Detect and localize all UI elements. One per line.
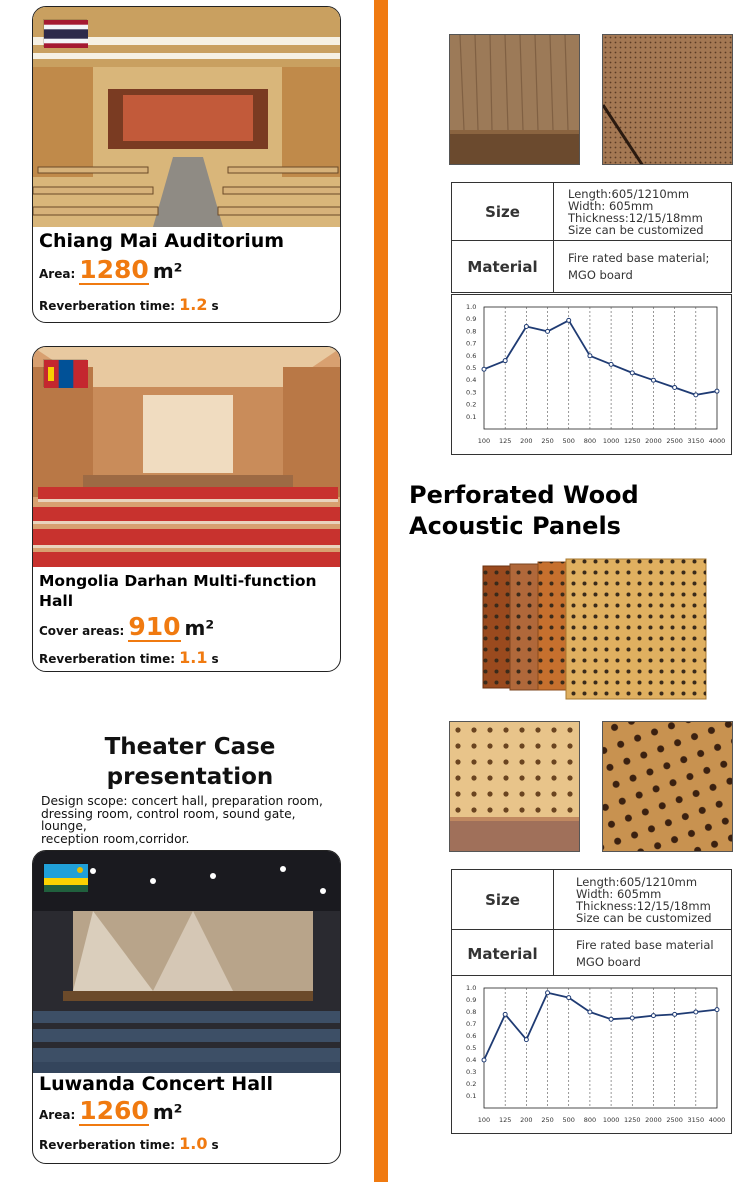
case-card-luwanda <box>32 850 341 1164</box>
data-point <box>567 996 571 1000</box>
x-tick-label: 4000 <box>708 1116 726 1124</box>
material-line: Fire rated base material; <box>568 250 710 265</box>
material-values <box>554 930 732 979</box>
x-tick-label: 800 <box>583 1116 597 1124</box>
data-point <box>588 1010 592 1014</box>
scope-line: dressing room, control room, sound gate, lounge, <box>41 806 296 833</box>
size-values <box>554 183 732 241</box>
area-line <box>33 1095 340 1126</box>
data-point <box>630 1016 634 1020</box>
x-tick-label: 4000 <box>708 437 726 445</box>
data-point <box>482 367 486 371</box>
theater-title-line2: presentation <box>106 764 274 790</box>
reverb-label: Reverberation time: <box>39 298 176 313</box>
y-tick-label: 0.4 <box>466 376 477 385</box>
data-point <box>651 1014 655 1018</box>
absorption-chart-svg <box>452 976 731 1133</box>
reverb-value: 1.0 <box>179 1133 208 1153</box>
data-point <box>630 371 634 375</box>
area-label: Area: <box>39 1107 76 1122</box>
reverb-line <box>33 648 340 667</box>
perforated-edge-swatch <box>449 721 580 852</box>
spec-table <box>451 869 732 979</box>
material-label: Material <box>452 241 554 293</box>
concert-hall-photo <box>33 851 340 1073</box>
x-tick-label: 500 <box>562 1116 575 1124</box>
material-values <box>554 241 732 293</box>
case-card-chiang-mai <box>32 6 341 323</box>
area-label: Area: <box>39 266 76 281</box>
area-value: 1260 <box>79 1095 149 1125</box>
data-point <box>503 1012 507 1016</box>
data-point <box>546 329 550 333</box>
reverb-line <box>33 1134 340 1153</box>
size-line: Size can be customized <box>576 910 712 925</box>
theater-title-line1: Theater Case <box>104 734 276 760</box>
x-tick-label: 100 <box>477 1116 491 1124</box>
x-tick-label: 250 <box>541 1116 554 1124</box>
perforated-panels-image <box>480 556 710 702</box>
reverb-unit: s <box>211 1137 219 1152</box>
material-line: MGO board <box>568 267 633 282</box>
y-tick-label: 1.0 <box>466 984 477 992</box>
y-tick-label: 0.9 <box>466 315 477 324</box>
size-label: Size <box>452 870 554 930</box>
mongolia-flag <box>43 359 87 387</box>
y-tick-label: 0.7 <box>466 1020 477 1028</box>
reverb-label: Reverberation time: <box>39 1137 176 1152</box>
y-tick-label: 0.6 <box>466 1032 477 1040</box>
theater-title <box>40 732 340 792</box>
area-unit: m² <box>152 258 183 283</box>
x-tick-label: 200 <box>520 437 533 445</box>
x-tick-label: 2000 <box>645 437 662 445</box>
product-title <box>409 480 639 542</box>
case-title: Luwanda Concert Hall <box>39 1073 274 1095</box>
data-point <box>524 325 528 329</box>
reverb-value: 1.1 <box>179 648 208 667</box>
reverb-line <box>33 295 340 314</box>
hall-photo <box>33 347 340 567</box>
absorption-chart <box>451 294 732 455</box>
plot-frame <box>484 307 717 429</box>
y-tick-label: 0.5 <box>466 1044 477 1052</box>
area-label: Cover areas: <box>39 624 125 638</box>
y-tick-label: 0.1 <box>466 1092 477 1100</box>
auditorium-photo <box>33 7 340 227</box>
y-tick-label: 0.9 <box>466 996 477 1004</box>
x-tick-label: 2500 <box>666 1116 683 1124</box>
y-tick-label: 0.3 <box>466 388 477 397</box>
absorption-chart <box>451 975 732 1134</box>
case-card-mongolia <box>32 346 341 672</box>
product-title-line2: Acoustic Panels <box>409 512 621 540</box>
product-title-line1: Perforated Wood <box>409 481 639 509</box>
absorption-series-line <box>484 320 717 394</box>
orange-divider <box>374 0 388 1182</box>
size-line: Width: 605mm <box>576 886 662 901</box>
perforated-closeup-swatch <box>602 721 733 852</box>
data-point <box>503 359 507 363</box>
size-line: Thickness:12/15/18mm <box>568 210 703 225</box>
area-value: 1280 <box>79 254 149 284</box>
x-tick-label: 3150 <box>687 437 705 445</box>
micro-perforated-swatch <box>602 34 733 165</box>
y-tick-label: 0.3 <box>466 1068 477 1076</box>
data-point <box>673 386 677 390</box>
area-value: 910 <box>128 612 181 641</box>
size-values <box>554 870 732 930</box>
design-scope <box>41 795 341 845</box>
scope-line: reception room,corridor. <box>41 831 190 846</box>
data-point <box>524 1038 528 1042</box>
absorption-series-line <box>484 993 717 1060</box>
area-unit: m² <box>184 616 215 640</box>
y-tick-label: 0.1 <box>466 412 477 421</box>
area-unit: m² <box>152 1099 183 1124</box>
reverb-value: 1.2 <box>179 294 208 314</box>
data-point <box>673 1012 677 1016</box>
y-tick-label: 0.2 <box>466 1080 477 1088</box>
reverb-label: Reverberation time: <box>39 652 176 666</box>
plot-frame <box>484 988 717 1108</box>
size-line: Length:605/1210mm <box>568 186 690 201</box>
data-point <box>482 1058 486 1062</box>
thailand-flag <box>43 19 87 47</box>
area-line <box>33 254 340 285</box>
x-tick-label: 2500 <box>666 437 683 445</box>
x-tick-label: 125 <box>498 1116 512 1124</box>
scope-line: Design scope: concert hall, preparation room, <box>41 794 323 808</box>
x-tick-label: 200 <box>520 1116 533 1124</box>
y-tick-label: 0.2 <box>466 400 477 409</box>
material-line: MGO board <box>576 955 641 969</box>
reverb-unit: s <box>211 652 219 666</box>
material-line: Fire rated base material <box>576 938 714 952</box>
data-point <box>694 393 698 397</box>
x-tick-label: 1250 <box>623 437 641 445</box>
data-point <box>651 378 655 382</box>
data-point <box>609 362 613 366</box>
data-point <box>588 354 592 358</box>
material-label: Material <box>452 930 554 979</box>
size-line: Width: 605mm <box>568 198 654 213</box>
x-tick-label: 250 <box>541 437 554 445</box>
rwanda-flag <box>43 863 87 891</box>
case-title: Chiang Mai Auditorium <box>39 230 285 252</box>
case-title: Mongolia Darhan Multi-function Hall <box>39 572 317 610</box>
x-tick-label: 1000 <box>602 1116 620 1124</box>
data-point <box>567 318 571 322</box>
x-tick-label: 1000 <box>602 437 620 445</box>
absorption-chart-svg <box>452 295 731 454</box>
y-tick-label: 0.7 <box>466 339 477 348</box>
data-point <box>694 1010 698 1014</box>
y-tick-label: 0.8 <box>466 327 477 336</box>
reverb-unit: s <box>211 298 219 313</box>
spec-table <box>451 182 732 293</box>
x-tick-label: 500 <box>562 437 575 445</box>
data-point <box>715 1008 719 1012</box>
size-line: Thickness:12/15/18mm <box>576 898 711 913</box>
x-tick-label: 3150 <box>687 1116 705 1124</box>
x-tick-label: 1250 <box>623 1116 641 1124</box>
y-tick-label: 0.8 <box>466 1008 477 1016</box>
x-tick-label: 100 <box>477 437 491 445</box>
x-tick-label: 125 <box>498 437 512 445</box>
y-tick-label: 1.0 <box>466 303 477 311</box>
size-line: Length:605/1210mm <box>576 874 698 889</box>
size-label: Size <box>452 183 554 241</box>
y-tick-label: 0.5 <box>466 364 477 372</box>
x-tick-label: 800 <box>583 437 597 445</box>
data-point <box>546 991 550 995</box>
y-tick-label: 0.6 <box>466 351 477 360</box>
y-tick-label: 0.4 <box>466 1056 477 1064</box>
data-point <box>609 1017 613 1021</box>
size-line: Size can be customized <box>568 222 704 237</box>
wood-grain-swatch <box>449 34 580 165</box>
data-point <box>715 389 719 393</box>
x-tick-label: 2000 <box>645 1116 662 1124</box>
area-line <box>33 614 340 642</box>
